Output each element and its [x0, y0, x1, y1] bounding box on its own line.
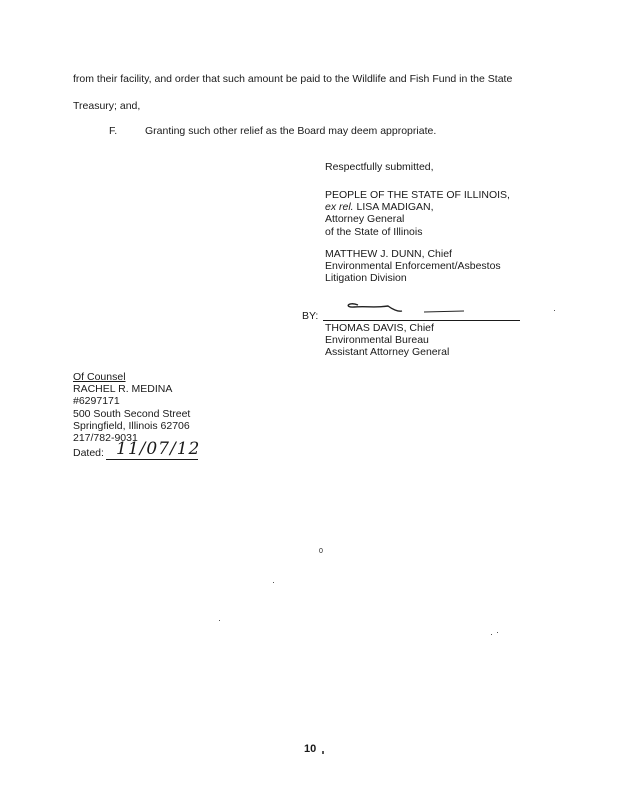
- signature-scribble: [340, 296, 470, 316]
- agency-block: [325, 189, 510, 238]
- chief-department: Environmental Enforcement/Asbestos: [325, 260, 501, 273]
- scan-speck: [554, 310, 555, 311]
- chief-name: MATTHEW J. DUNN, Chief: [325, 248, 452, 260]
- dated-label: Dated:: [73, 447, 104, 459]
- stray-mark: 0: [319, 548, 323, 555]
- signer-name: THOMAS DAVIS, Chief: [325, 322, 434, 334]
- list-marker: F.: [109, 125, 118, 137]
- signer-title: Assistant Attorney General: [325, 346, 450, 359]
- counsel-phone: 217/782-9031: [73, 432, 138, 445]
- closing-text: Respectfully submitted,: [325, 161, 434, 173]
- ex-rel-line: [325, 201, 510, 213]
- chief-division: Litigation Division: [325, 272, 407, 285]
- counsel-city: Springfield, Illinois 62706: [73, 419, 190, 432]
- ag-state: of the State of Illinois: [325, 225, 423, 238]
- counsel-street: 500 South Second Street: [73, 407, 191, 420]
- signature-line: [323, 320, 520, 321]
- ex-rel-prefix: ex rel.: [325, 201, 354, 214]
- signer-bureau: Environmental Bureau: [325, 334, 429, 347]
- agency-name: PEOPLE OF THE STATE OF ILLINOIS,: [325, 189, 510, 201]
- signer-block: [325, 322, 449, 359]
- scan-speck: [322, 751, 324, 754]
- counsel-name: RACHEL R. MEDINA: [73, 383, 173, 396]
- scan-speck: [219, 620, 220, 621]
- ag-title: Attorney General: [325, 213, 405, 226]
- list-item-text: Granting such other relief as the Board may deem appropriate.: [145, 125, 437, 137]
- date-line: [106, 459, 198, 460]
- scan-speck: [273, 582, 274, 583]
- by-label: BY:: [302, 310, 319, 322]
- counsel-bar-number: #6297171: [73, 395, 120, 408]
- division-block: [325, 248, 501, 285]
- scan-speck: [491, 634, 492, 635]
- ex-rel-name: LISA MADIGAN,: [356, 201, 434, 214]
- handwritten-date: 11/07/12: [116, 439, 201, 459]
- body-paragraph-line: from their facility, and order that such amount be paid to the Wildlife and Fish Fund in the State: [73, 73, 513, 85]
- body-paragraph-line: Treasury; and,: [73, 100, 141, 112]
- page-number: 10: [304, 743, 317, 755]
- counsel-heading: Of Counsel: [73, 371, 126, 383]
- scan-speck: [497, 632, 498, 633]
- counsel-block: [73, 371, 190, 444]
